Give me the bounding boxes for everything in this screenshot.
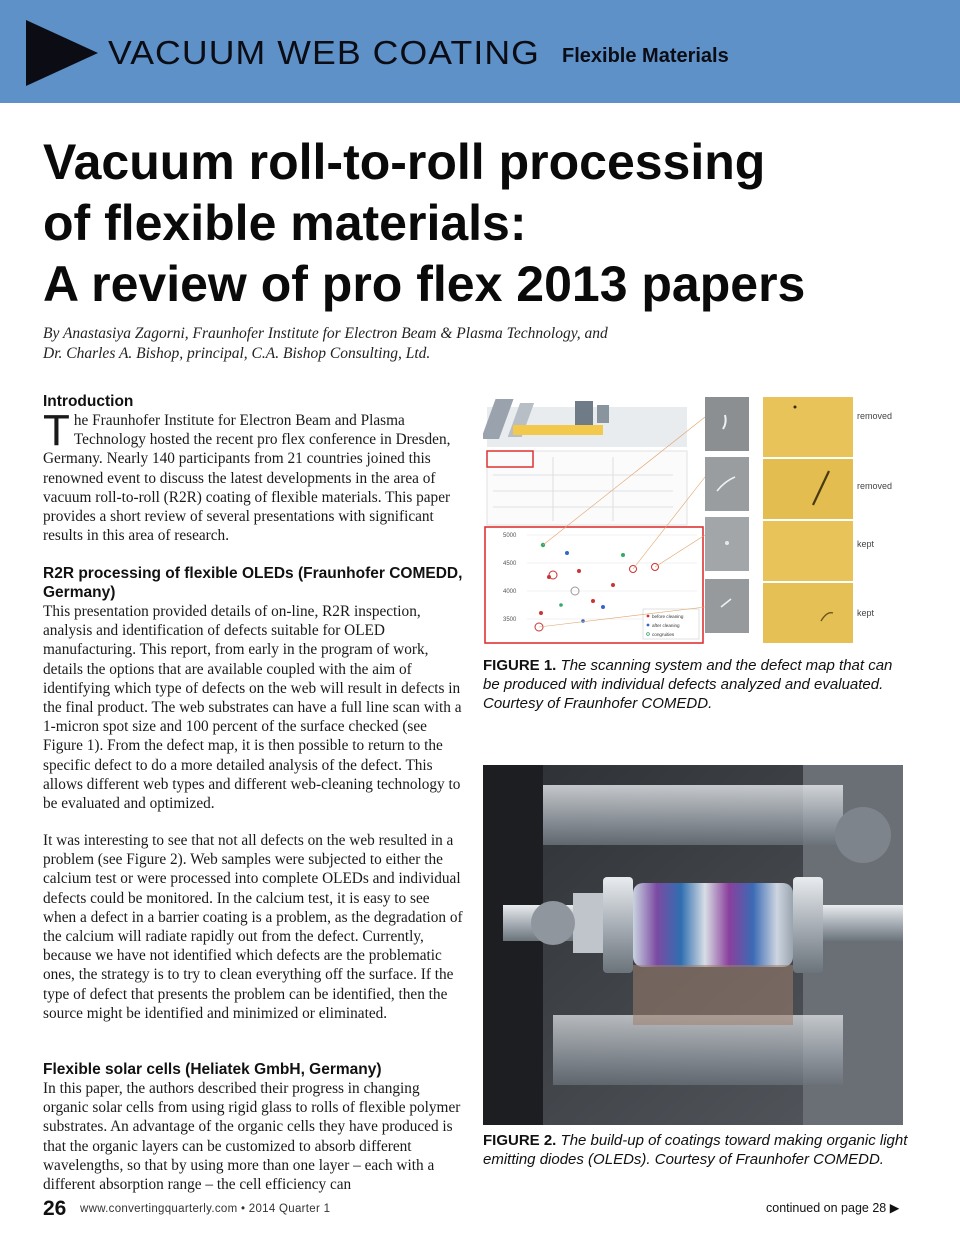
header-banner [0, 0, 960, 103]
caption-text: The build-up of coatings toward making organic light emitting diodes (OLEDs). Courtesy of Fraunhofer COMEDD. [483, 1132, 908, 1168]
defect-thumbnails [705, 397, 749, 633]
section-heading: Flexible solar cells (Heliatek GmbH, Germany) [43, 1061, 382, 1078]
chart-tick: 3500 [503, 617, 517, 623]
byline-line: Dr. Charles A. Bishop, principal, C.A. Bishop Consulting, Ltd. [43, 344, 431, 362]
byline [43, 324, 683, 363]
legend-entry: before cleaning [652, 614, 684, 619]
chart-tick: 4500 [503, 561, 517, 567]
figure-1-caption [483, 656, 908, 713]
page-number: 26 [43, 1197, 67, 1220]
scanner-illustration [483, 399, 687, 447]
paragraph-text: he Fraunhofer Institute for Electron Beam and Plasma Technology hosted the recent pro flex conference in Dresden, Germany. Nearly 140 participants from 21 countries joined this renowned event to discuss the latest developments in the area of vacuum roll-to-roll (R2R) coating of flexible materials. This paper provides a short review of several presentations with significant results in this area of research. [43, 412, 451, 545]
paragraph: In this paper, the authors described their progress in changing organic solar cells from using rigid glass to rolls of flexible polymer substrates. An advantage of the organic cells they have produced is that the organic layers can be customized to absorb different wavelengths, so that by using more than one layer – each with a different absorption range – the cell efficiency can [43, 1080, 461, 1194]
panel-tag: kept [857, 608, 875, 618]
figure-2-caption [483, 1131, 908, 1169]
paragraph [43, 406, 463, 545]
footer-site: www.convertingquarterly.com • 2014 Quarter 1 [80, 1203, 331, 1215]
paragraph: This presentation provided details of on-line, R2R inspection, analysis and identification of defects suitable for OLED manufacturing. This report, from early in the program of work, details the options that are available coupled with the aim of identifying which type of defects on the web will result in defects in the final product. The web substrates can have a full line scan with a 1-micron spot size and 100 percent of the surface checked (see Figure 1). From the defect map, it is then possible to return to the specific defect to do a more detailed analysis of the defect. This allows different web types and different web-cleaning technology to be evaluated and optimized. [43, 603, 462, 813]
calcium-test-panels [763, 397, 853, 643]
magazine-brand: VACUUM WEB COATING [108, 34, 540, 71]
caption-text: The scanning system and the defect map that can be produced with individual defects analyzed and evaluated. Courtesy of Fraunhofer COMEDD. [483, 657, 893, 712]
panel-tag: kept [857, 539, 875, 549]
figure-1-image [483, 395, 903, 647]
caption-label: FIGURE 1. [483, 657, 557, 674]
section-label: Flexible Materials [562, 45, 729, 67]
play-triangle-icon [26, 20, 98, 86]
chart-tick: 5000 [503, 533, 517, 539]
drop-cap: T [43, 406, 70, 455]
legend-entry: congruities [652, 632, 675, 637]
panel-tag: removed [857, 481, 893, 491]
legend-entry: after cleaning [652, 623, 680, 628]
section-heading: Introduction [43, 393, 134, 410]
paragraph: It was interesting to see that not all defects on the web resulted in a problem (see Figure 2). Web samples were subjected to either the calcium test or were processed into complete OLEDs and individual defects could be monitored. In the calcium test, it is easy to see when a defect in a barrier coating is a problem, as the degradation of the calcium will radiate rapidly out from the defect. Currently, because we have not identified which defects are the problematic ones, the strategy is to try to clean everything off the surface. If the type of defect that presents the problem can be identified, then the source might be identified and minimized or eliminated. [43, 832, 463, 1022]
paragraph-block [43, 831, 463, 1023]
section-introduction [43, 392, 463, 545]
section-heading: R2R processing of flexible OLEDs (Fraunhofer COMEDD, Germany) [43, 565, 463, 601]
coated-roll [633, 883, 793, 967]
continued-link[interactable]: continued on page 28 ▶ [766, 1201, 900, 1215]
byline-line: By Anastasiya Zagorni, Fraunhofer Institute for Electron Beam & Plasma Technology, and [43, 325, 608, 342]
panel-tag: removed [857, 411, 893, 421]
caption-label: FIGURE 2. [483, 1132, 557, 1149]
figure-2-image [483, 765, 903, 1125]
article-title [43, 132, 923, 315]
section-solar [43, 1060, 463, 1194]
section-oleds [43, 564, 463, 813]
title-line: A review of pro flex 2013 papers [43, 256, 806, 312]
title-line: Vacuum roll-to-roll processing [43, 134, 766, 190]
title-line: of flexible materials: [43, 195, 527, 251]
chart-tick: 4000 [503, 589, 517, 595]
